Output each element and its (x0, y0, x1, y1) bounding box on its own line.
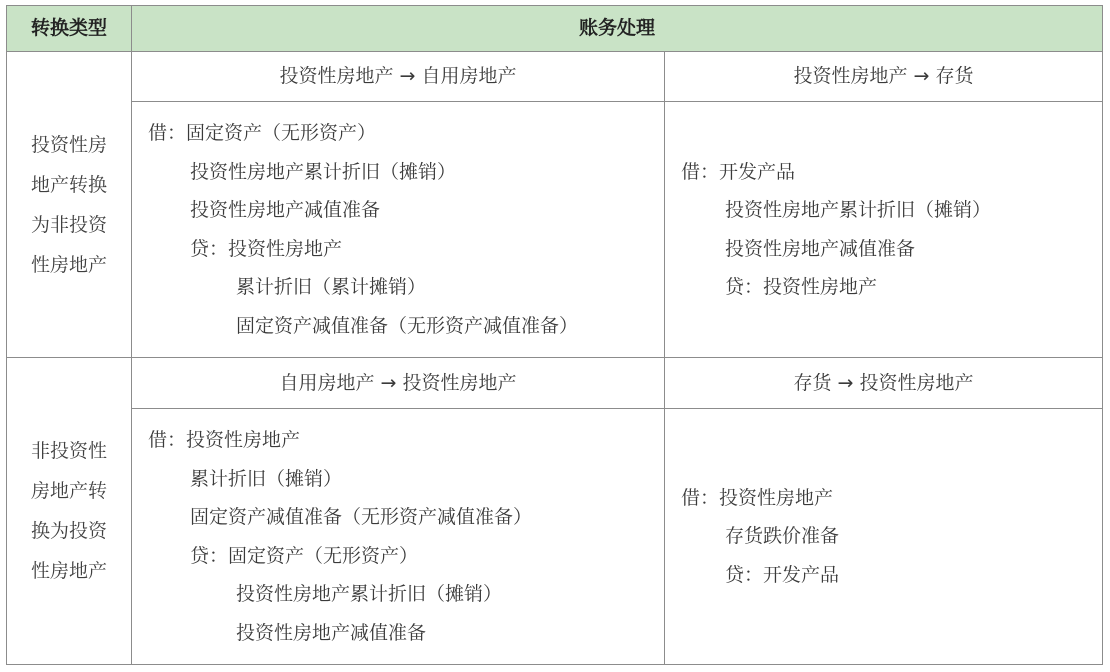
entry-line: 存货跌价准备 (725, 525, 840, 548)
type-line: 非投资性 (30, 440, 107, 463)
row1-title-row (7, 51, 1103, 102)
entry-line: 借：固定资产（无形资产） (148, 122, 377, 145)
row2-right-title: 存货 → 投资性房地产 (665, 358, 1103, 409)
entry-line: 投资性房地产累计折旧（摊销） (236, 583, 503, 606)
entry-line: 借：投资性房地产 (148, 429, 301, 452)
row1-entry-row (7, 102, 1103, 358)
header-accounting-treatment: 账务处理 (132, 6, 1103, 52)
entry-line: 固定资产减值准备（无形资产减值准备） (190, 506, 533, 529)
row2-conversion-type (7, 358, 132, 665)
type-line: 性房地产 (30, 560, 107, 583)
entry-line: 投资性房地产减值准备 (725, 237, 916, 260)
row2-title-row (7, 358, 1103, 409)
row1-left-entry (132, 102, 665, 358)
entry-line: 累计折旧（摊销） (190, 467, 343, 490)
header-row (7, 6, 1103, 52)
row2-right-entry (665, 409, 1103, 665)
entry-line: 贷：开发产品 (725, 563, 840, 586)
entry-line: 贷：投资性房地产 (725, 276, 878, 299)
entry-line: 投资性房地产减值准备 (190, 199, 381, 222)
row1-left-title: 投资性房地产 → 自用房地产 (132, 51, 665, 102)
row2-entry-row (7, 409, 1103, 665)
entry-line: 借：投资性房地产 (681, 486, 834, 509)
entry-line: 投资性房地产减值准备 (236, 621, 427, 644)
row1-right-entry (665, 102, 1103, 358)
entry-line: 固定资产减值准备（无形资产减值准备） (236, 314, 579, 337)
entry-line: 借：开发产品 (681, 160, 796, 183)
entry-line: 贷：固定资产（无形资产） (190, 544, 419, 567)
type-line: 地产转换 (30, 173, 107, 196)
row1-right-title: 投资性房地产 → 存货 (665, 51, 1103, 102)
row1-conversion-type (7, 51, 132, 358)
type-line: 换为投资 (30, 520, 107, 543)
type-line: 投资性房 (30, 133, 107, 156)
entry-line: 贷：投资性房地产 (190, 237, 343, 260)
entry-line: 投资性房地产累计折旧（摊销） (190, 160, 457, 183)
accounting-table (6, 5, 1103, 665)
row2-left-entry (132, 409, 665, 665)
entry-line: 累计折旧（累计摊销） (236, 276, 427, 299)
row2-left-title: 自用房地产 → 投资性房地产 (132, 358, 665, 409)
type-line: 性房地产 (30, 253, 107, 276)
type-line: 为非投资 (30, 213, 107, 236)
entry-line: 投资性房地产累计折旧（摊销） (725, 199, 992, 222)
header-conversion-type: 转换类型 (7, 6, 132, 52)
type-line: 房地产转 (30, 480, 107, 503)
